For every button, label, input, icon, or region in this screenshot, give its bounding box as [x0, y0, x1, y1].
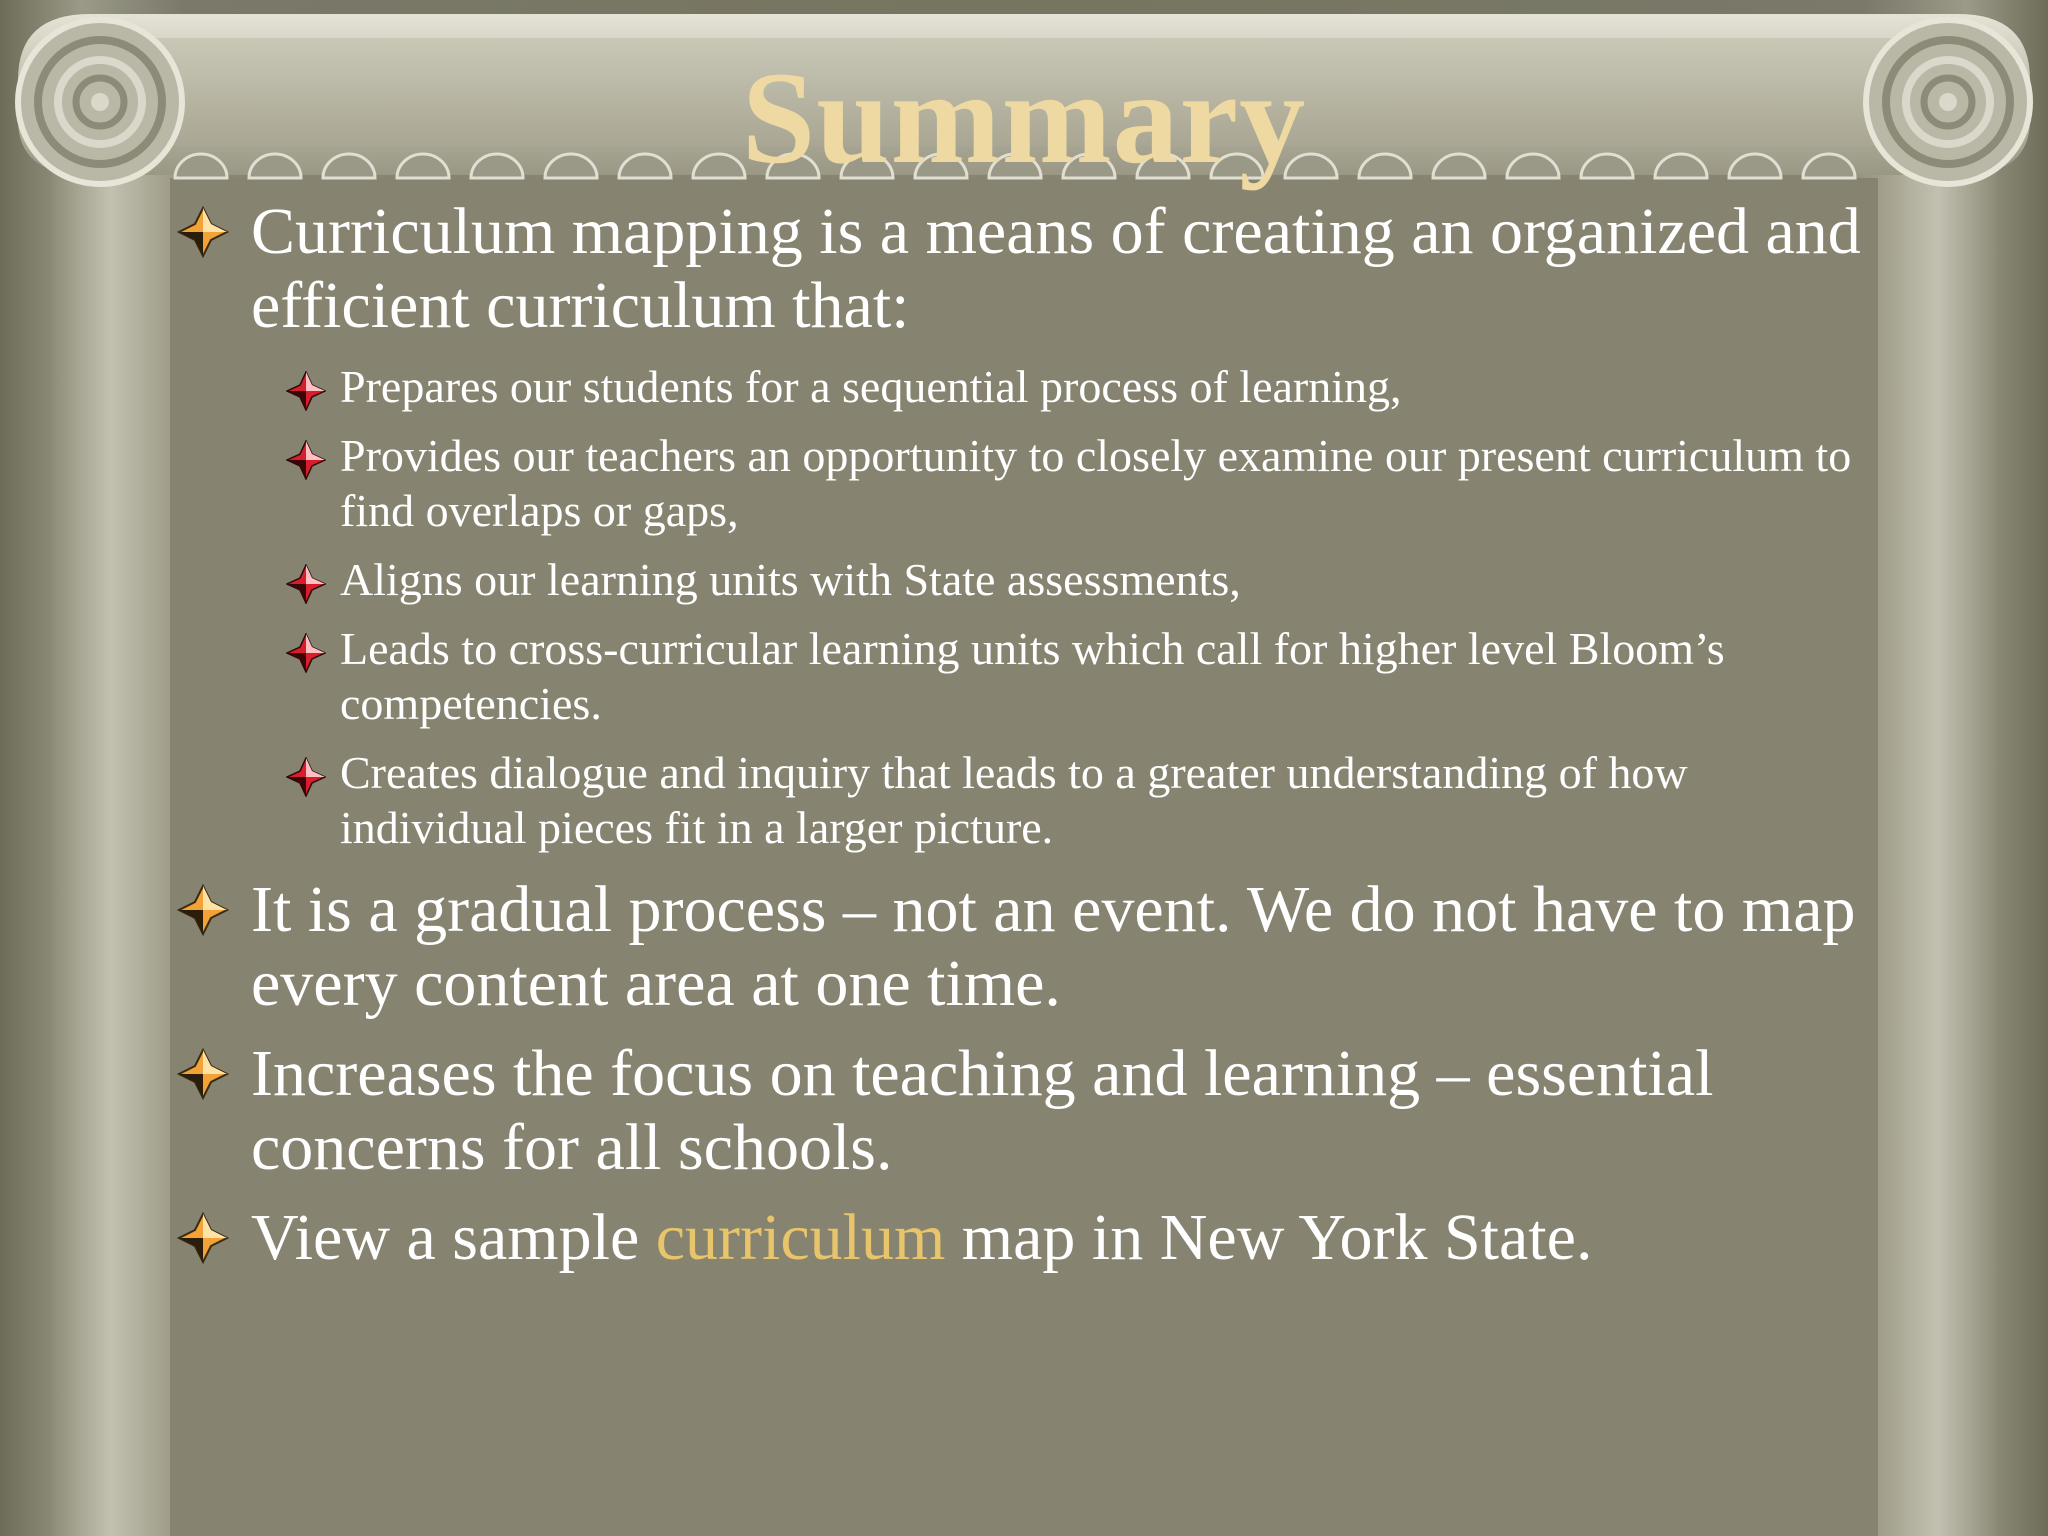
orange-diamond-star-icon	[177, 884, 229, 936]
bullet-text: Curriculum mapping is a means of creating an organized and efficient curriculum that:	[251, 195, 1861, 342]
sub-bullet-text: Leads to cross-curricular learning units which call for higher level Bloom’s competencies.	[340, 623, 1725, 729]
sub-bullet-text: Provides our teachers an opportunity to closely examine our present curriculum to find overlaps or gaps,	[340, 430, 1852, 536]
bullet-item-1	[175, 195, 1875, 343]
sub-bullet-list	[175, 359, 1875, 855]
red-diamond-star-icon	[286, 633, 326, 673]
sub-bullet-item	[175, 745, 1875, 855]
red-diamond-star-icon	[286, 440, 326, 480]
bullet-item-4	[175, 1201, 1875, 1275]
bullet-text: It is a gradual process – not an event. We do not have to map every content area at one time.	[251, 873, 1856, 1020]
sub-bullet-text: Creates dialogue and inquiry that leads to a greater understanding of how individual pieces fit in a larger picture.	[340, 747, 1688, 853]
sub-bullet-text: Aligns our learning units with State assessments,	[340, 554, 1241, 605]
slide-title: Summary	[741, 44, 1307, 191]
bullet-item-3	[175, 1037, 1875, 1185]
curriculum-link[interactable]: curriculum	[655, 1201, 946, 1274]
orange-diamond-star-icon	[177, 206, 229, 258]
sub-bullet-item	[175, 428, 1875, 538]
orange-diamond-star-icon	[177, 1212, 229, 1264]
bullet-text-after: map in New York State.	[945, 1201, 1593, 1274]
red-diamond-star-icon	[286, 757, 326, 797]
red-diamond-star-icon	[286, 564, 326, 604]
red-diamond-star-icon	[286, 371, 326, 411]
orange-diamond-star-icon	[177, 1048, 229, 1100]
sub-bullet-item	[175, 621, 1875, 731]
sub-bullet-text: Prepares our students for a sequential process of learning,	[340, 361, 1402, 412]
bullet-text-before: View a sample	[251, 1201, 656, 1274]
bullet-item-2	[175, 873, 1875, 1021]
bullet-list	[175, 195, 1875, 1291]
sub-bullet-item	[175, 359, 1875, 414]
sub-bullet-item	[175, 552, 1875, 607]
bullet-text: Increases the focus on teaching and learning – essential concerns for all schools.	[251, 1037, 1714, 1184]
